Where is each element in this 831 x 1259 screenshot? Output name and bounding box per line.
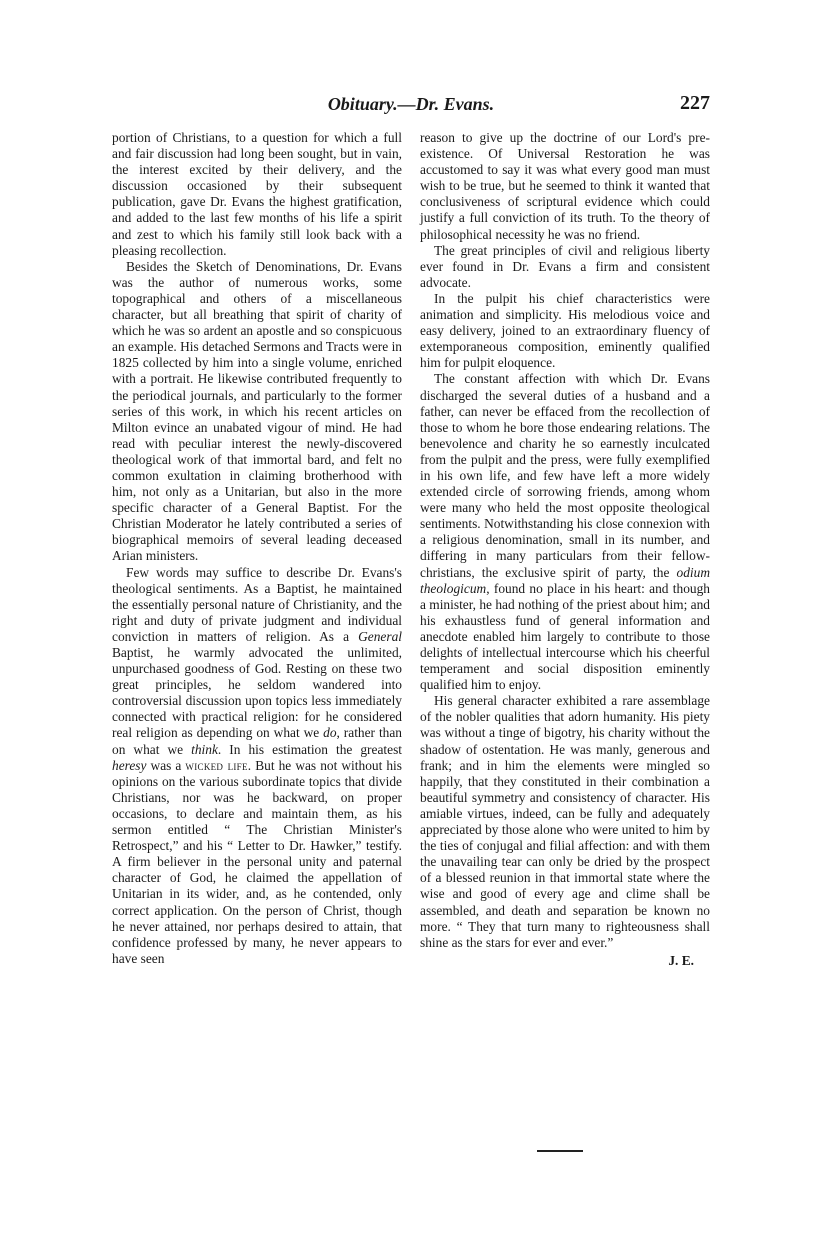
page-header <box>112 94 710 120</box>
left-column <box>112 130 402 967</box>
paragraph: portion of Christians, to a question for which a full and fair discussion had long been sought, but in vain, the interest excited by their delivery, and the discussion occasioned by their subsequent publication, gave Dr. Evans the highest gratification, and added to the last few months of his life a spirit and zest to which his family still look back with a pleasing recollection. <box>112 130 402 258</box>
page-number: 227 <box>680 92 710 114</box>
paragraph: His general character exhibited a rare assemblage of the nobler qualities that adorn humanity. His piety was without a tinge of bigotry, his charity without the shadow of ostentation. He was manly, generous and frank; and in him the elements were mingled so happily, that they constituted in their combination a beautiful symmetry and consistency of character. His amiable virtues, indeed, can be fully and adequately appreciated by those alone who were united to him by the ties of conjugal and filial affection: and with them the unavailing tear can only be dried by the prospect of a blessed reunion in that immortal state where the wise and good of every age and clime shall be assembled, and death and separation be known no more. “ They that turn many to righteousness shall shine as the stars for ever and ever.” <box>420 693 710 950</box>
paragraph: The constant affection with which Dr. Evans discharged the several duties of a husband and a father, can never be effaced from the recollection of those to whom he bore those endearing relations. The benevolence and charity he so earnestly inculcated from the pulpit and the press, were fully exemplified in his own life, and few have left a more widely extended circle of sorrowing friends, among whom were many who held the most opposite theological sentiments. Notwithstanding his close connexion with a religious denomination, small in its number, and differing in many particulars from their fellow-christians, the exclusive spirit of party, the odium theologicum, found no place in his heart: and though a minister, he had nothing of the priest about him; and his exhaustless fund of general information and anecdote enabled him largely to contribute to those delights of intellectual intercourse which his cheerful temperament and social disposition eminently qualified him to enjoy. <box>420 371 710 693</box>
running-title: Obituary.—Dr. Evans. <box>327 94 495 114</box>
paragraph: In the pulpit his chief characteristics were animation and simplicity. His melodious voice and easy delivery, joined to an extraordinary fluency of extemporaneous composition, eminently qualified him for pulpit eloquence. <box>420 290 710 371</box>
signature: J. E. <box>668 952 694 968</box>
end-rule <box>537 1150 583 1152</box>
paragraph: reason to give up the doctrine of our Lord's pre-existence. Of Universal Restoration he was accustomed to say it was what every good man must wish to be true, but he seemed to think it wanted that conclusiveness of scriptural evidence which could justify a full conviction of its truth. To the theory of philosophical necessity he was no friend. <box>420 130 710 242</box>
right-column <box>420 130 710 969</box>
paragraph: The great principles of civil and religious liberty ever found in Dr. Evans a firm and consistent advocate. <box>420 242 710 290</box>
paragraph: Few words may suffice to describe Dr. Evans's theological sentiments. As a Baptist, he maintained the essentially personal nature of Christianity, and the right and duty of private judgment and individual conviction in matters of religion. As a General Baptist, he warmly advocated the unlimited, unpurchased goodness of God. Resting on these two great principles, he seldom wandered into controversial discussion upon topics less immediately connected with practical religion: for he considered real religion as depending on what we do, rather than on what we think. In his estimation the greatest heresy was a wicked life. But he was not without his opinions on the various subordinate topics that divide Christians, nor was he backward, on proper occasions, to declare and maintain them, as his sermon entitled “ The Christian Minister's Retrospect,” and his “ Letter to Dr. Hawker,” testify. A firm believer in the personal unity and paternal character of God, he claimed the appellation of Unitarian in its wider, and, as he contended, only correct application. On the person of Christ, though he never attained, nor perhaps desired to attain, that confidence professed by many, he never appears to have seen <box>112 564 402 966</box>
paragraph: Besides the Sketch of Denominations, Dr. Evans was the author of numerous works, some topographical and others of a miscellaneous character, but all breathing that spirit of charity of which he was so ardent an apostle and so conspicuous an example. His detached Sermons and Tracts were in 1825 collected by him into a single volume, enriched with a portrait. He likewise contributed frequently to the periodical journals, and particularly to the former series of this work, in which his recent articles on Milton evince an unabated vigour of mind. He had read with peculiar interest the newly-discovered theological work of that immortal bard, and felt no common exultation in claiming brotherhood with him, not only as a Unitarian, but also in the more specific character of a General Baptist. For the Christian Moderator he lately contributed a series of biographical memoirs of several leading deceased Arian ministers. <box>112 258 402 564</box>
